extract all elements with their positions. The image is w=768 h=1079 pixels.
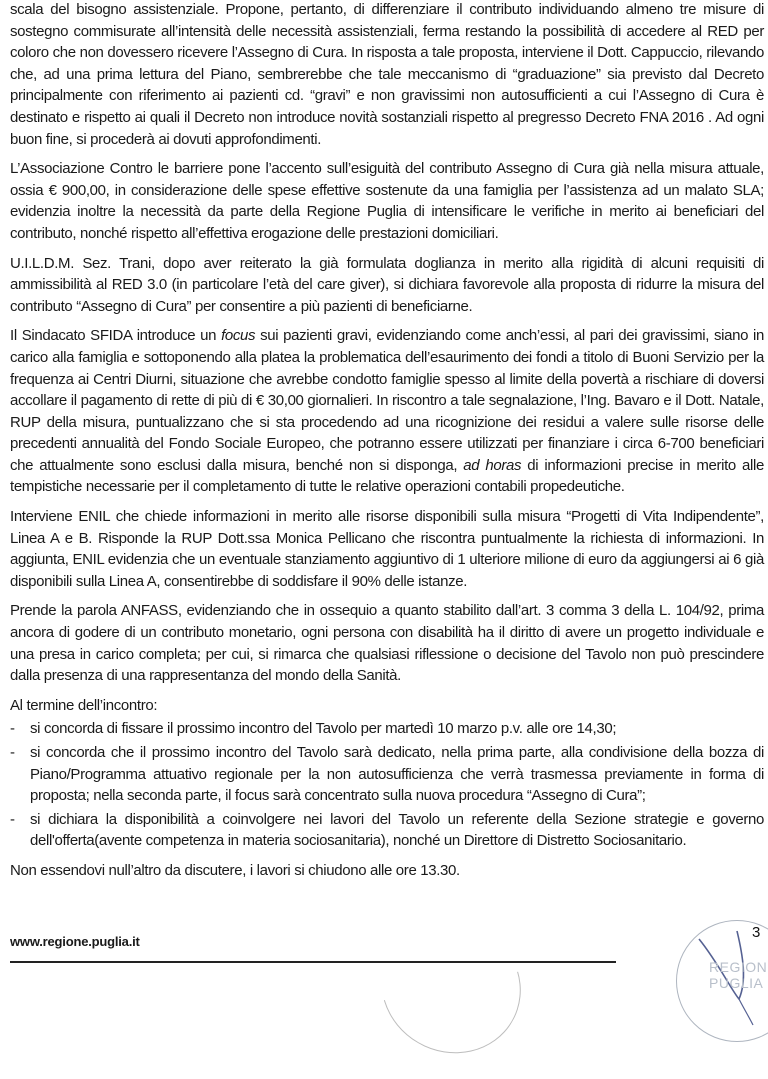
paragraph-associazione-barriere: L’Associazione Contro le barriere pone l’accento sull’esiguità del contributo Assegno di Cura già nella misura attuale, ossia € 900,00, in considerazione delle spese effettive sostenute da una famiglia per l’assistenza ad un malato SLA; evidenzia inoltre la necessità da parte della Regione Puglia di intensificare le verifiche in merito ai beneficiari del contributo, nonché rispetto all’effettiva erogazione delle prestazioni domiciliari. [10,160,764,242]
footer-website-link[interactable]: www.regione.puglia.it [10,934,140,949]
paragraph-al-termine: Al termine dell’incontro: [10,696,158,714]
document-body [10,0,764,890]
footer-divider [10,961,616,963]
page-number: 3 [752,924,761,941]
paragraph-sfida [10,325,764,498]
paragraph-anfass: Prende la parola ANFASS, evidenziando che in ossequio a quanto stabilito dall’art. 3 comma 3 della L. 104/92, prima ancora di godere di un contributo monetario, ogni persona con disabilità ha il diritto di avere un progetto individuale e una presa in carico completa; per cui, si rimarca che qualsiasi riflessione o decisione del Tavolo non può prescindere dalla presenza di una rappresentanza del mondo della Sanità. [10,602,764,685]
stamp-text [709,959,767,991]
conclusions-list [10,718,764,852]
dash-bullet: - [10,810,15,828]
dash-bullet: - [10,720,15,738]
list-item-text: si dichiara la disponibilità a coinvolgere nei lavori del Tavolo un referente della Sezione strategie e governo dell'offerta(avente competenza in materia sociosanitaria), nonché un Direttore di Distretto Sociosanitario. [30,810,764,850]
sfida-ad-horas-italic: ad horas [463,456,522,474]
list-item-text: si concorda di fissare il prossimo incontro del Tavolo per martedì 10 marzo p.v. alle ore 14,30; [30,720,617,738]
stamp-line-2: PUGLIA [709,975,764,991]
partial-stamp-icon [357,893,546,1078]
paragraph-graduazione: scala del bisogno assistenziale. Propone, pertanto, di differenziare il contributo individuando almeno tre misure di sostegno commisurate all’intensità delle necessità assistenziali, ferma restando la possibilità di accedere al RED per coloro che non dovessero ricevere l’Assegno di Cura. In risposta a tale proposta, interviene il Dott. Cappuccio, rilevando che, ad una prima lettura del Piano, sembrerebbe che tale meccanismo di “graduazione” sia previsto dal Decreto principalmente con riferimento ai pazienti cd. “gravi” e non gravissimi non autosufficienti a cui l’Assegno di Cura è destinato e rispetto ai quali il Decreto non introduce novità sostanziali rispetto al pregresso Decreto FNA 2016 . Ad ogni buon fine, si procederà ai dovuti approfondimenti. [10,1,764,148]
dash-bullet: - [10,744,15,761]
sfida-text-1: Il Sindacato SFIDA introduce un [10,327,222,345]
paragraph-enil: Interviene ENIL che chiede informazioni in merito alle risorse disponibili sulla misura “Progetti di Vita Indipendente”, Linea A e B. Risponde la RUP Dott.ssa Monica Pellicano che riscontra puntualmente la richiesta di informazioni. In aggiunta, ENIL evidenzia che un eventuale stanziamento aggiuntivo di 1 ulteriore milione di euro da aggiungersi ai 6 già disponibili sulla Linea A, consentirebbe di soddisfare il 90% delle istanze. [10,508,764,590]
list-item [10,742,764,807]
sfida-focus-italic: focus [221,327,256,345]
list-item [10,809,764,852]
stamp-line-1: REGION [709,959,768,975]
sfida-text-3: di informazioni precise in merito alle tempistiche necessarie per il completamento di tutte le relative operazioni contabili propedeutiche. [10,456,764,496]
list-item [10,718,764,740]
list-item-text: si concorda che il prossimo incontro del Tavolo sarà dedicato, nella prima parte, alla condivisione della bozza di Piano/Programma attuativo regionale per la non autosufficienza che verrà trasmessa previamente in forma di proposta; nella seconda parte, il focus sarà concentrato sulla nuova procedura “Assegno di Cura”; [30,744,764,805]
paragraph-closing: Non essendovi null’altro da discutere, i lavori si chiudono alle ore 13.30. [10,861,460,879]
sfida-text-2: sui pazienti gravi, evidenziando come anch’essi, al pari dei gravissimi, siano in carico alla famiglia e sottoponendo alla platea la problematica dell’esaurimento dei fondi a titolo di Buoni Servizio per la frequenza ai Centri Diurni, situazione che avrebbe condotto famiglie spesso al limite della povertà a rischiare di doversi accollare il pagamento di rette di più di € 30,00 giornalieri. In riscontro a tale segnalazione, l’Ing. Bavaro e il Dott. Natale, RUP della misura, puntualizzano che si sta procedendo ad una ricognizione dei residui a valere sulle risorse delle precedenti annualità del Fondo Sociale Europeo, che potranno essere utilizzati per finanziare i circa 6-700 beneficiari che attualmente sono esclusi dalla misura, benché non si disponga, [10,327,765,474]
paragraph-uildm: U.I.L.D.M. Sez. Trani, dopo aver reiterato la già formulata doglianza in merito alla rigidità di alcuni requisiti di ammissibilità al RED 3.0 (in particolare l’età del care giver), si dichiara favorevole alla proposta di ridurre la misura del contributo “Assegno di Cura” per consentire a più pazienti di beneficiarne. [10,254,764,315]
